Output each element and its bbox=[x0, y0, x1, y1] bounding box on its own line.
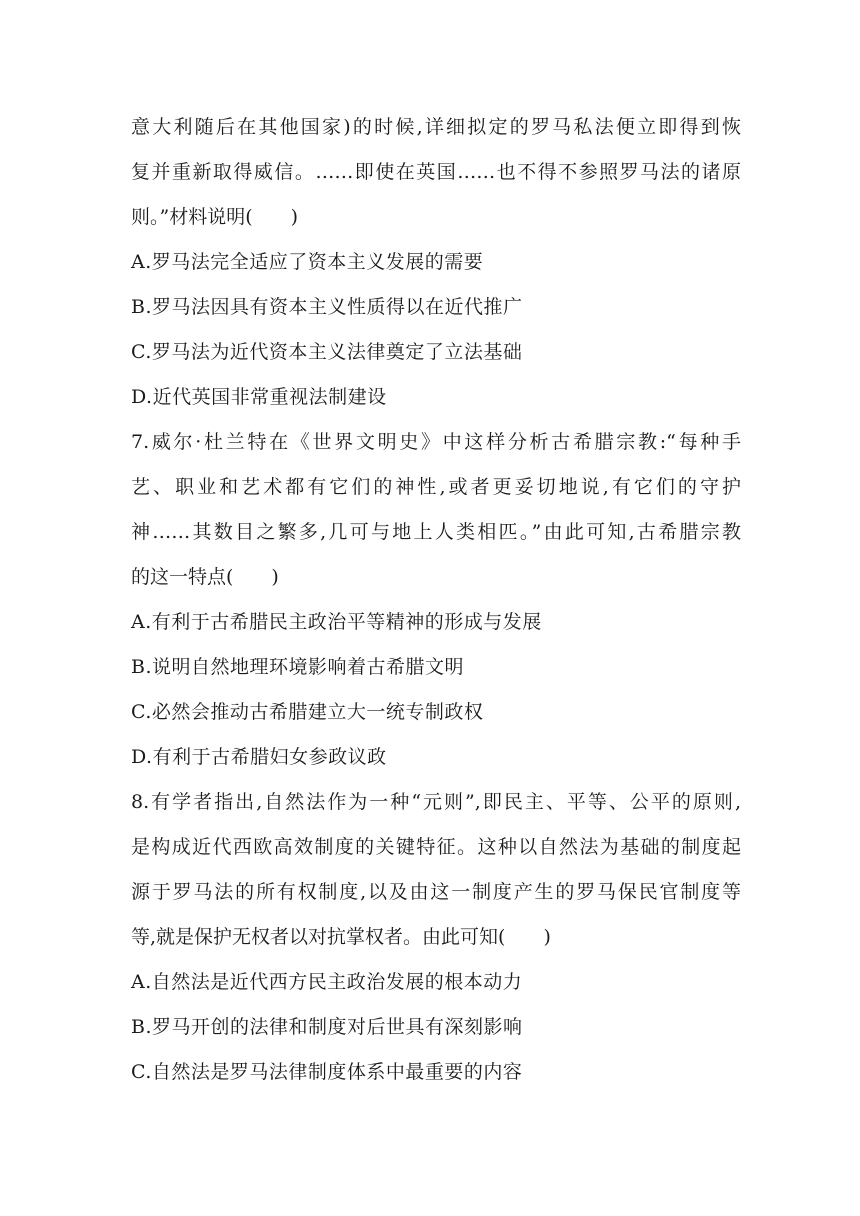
question-6-option-c: C.罗马法为近代资本主义法律奠定了立法基础 bbox=[131, 341, 523, 363]
question-6-stem-line-1: 意大利随后在其他国家)的时候,详细拟定的罗马私法便立即得到恢 bbox=[131, 116, 741, 138]
question-6-option-d: D.近代英国非常重视法制建设 bbox=[131, 386, 387, 408]
question-8-option-a: A.自然法是近代西方民主政治发展的根本动力 bbox=[131, 971, 523, 993]
question-7-stem-line-2: 艺、职业和艺术都有它们的神性,或者更妥切地说,有它们的守护 bbox=[131, 476, 741, 498]
question-7-stem-line-1: 7.威尔·杜兰特在《世界文明史》中这样分析古希腊宗教:“每种手 bbox=[131, 431, 741, 453]
question-8-stem-line-2: 是构成近代西欧高效制度的关键特征。这种以自然法为基础的制度起 bbox=[131, 836, 741, 858]
question-8-stem-line-3: 源于罗马法的所有权制度,以及由这一制度产生的罗马保民官制度等 bbox=[131, 881, 741, 903]
question-6-option-b: B.罗马法因具有资本主义性质得以在近代推广 bbox=[131, 296, 523, 318]
question-7-stem-line-3: 神……其数目之繁多,几可与地上人类相匹。”由此可知,古希腊宗教 bbox=[131, 521, 741, 543]
question-8-stem-line-1: 8.有学者指出,自然法作为一种“元则”,即民主、平等、公平的原则, bbox=[131, 791, 741, 813]
question-8-option-b: B.罗马开创的法律和制度对后世具有深刻影响 bbox=[131, 1016, 523, 1038]
question-6 bbox=[131, 105, 741, 420]
question-7-stem-line-4: 的这一特点( ) bbox=[131, 566, 279, 588]
question-8-stem-line-4: 等,就是保护无权者以对抗掌权者。由此可知( ) bbox=[131, 926, 551, 948]
question-6-stem-line-3: 则。”材料说明( ) bbox=[131, 206, 299, 228]
question-6-stem-line-2: 复并重新取得威信。……即使在英国……也不得不参照罗马法的诸原 bbox=[131, 161, 741, 183]
question-6-option-a: A.罗马法完全适应了资本主义发展的需要 bbox=[131, 251, 484, 273]
document-content bbox=[131, 105, 741, 1095]
question-7-option-b: B.说明自然地理环境影响着古希腊文明 bbox=[131, 656, 465, 678]
question-8-option-c: C.自然法是罗马法律制度体系中最重要的内容 bbox=[131, 1061, 523, 1083]
question-7-option-c: C.必然会推动古希腊建立大一统专制政权 bbox=[131, 701, 484, 723]
question-8 bbox=[131, 780, 741, 1095]
question-7 bbox=[131, 420, 741, 780]
question-7-option-d: D.有利于古希腊妇女参政议政 bbox=[131, 746, 387, 768]
question-7-option-a: A.有利于古希腊民主政治平等精神的形成与发展 bbox=[131, 611, 542, 633]
